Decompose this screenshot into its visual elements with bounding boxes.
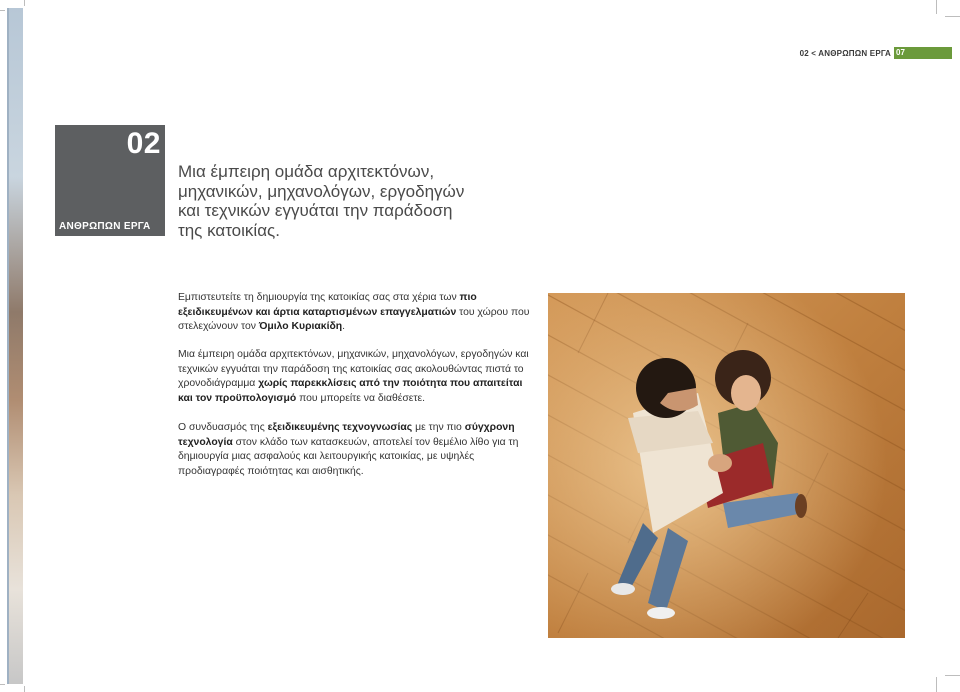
crop-mark	[945, 16, 960, 17]
paragraph-text: στον κλάδο των κατασκευών, αποτελεί τον θεμέλιο λίθο για τη δημιουργία μιας ασφαλούς και λειτουργικής κατοικίας, με υψηλές προδιαγραφές ποιότητας και αισθητικής.	[178, 436, 519, 477]
lead-text	[178, 162, 478, 240]
lead-line: και τεχνικών εγγυάται την παράδοση	[178, 201, 453, 220]
page-number: 07	[894, 47, 952, 59]
lead-line: μηχανικών, μηχανολόγων, εργοδηγών	[178, 181, 465, 201]
crop-mark	[24, 686, 25, 692]
couple-photo-illustration	[548, 293, 905, 638]
paragraph-text: του χώρου που στελεχώνουν τον	[178, 306, 530, 332]
lead-line: της κατοικίας.	[178, 220, 280, 240]
crop-mark	[0, 10, 5, 11]
left-photo-strip	[7, 8, 23, 684]
crop-mark	[936, 677, 937, 692]
paragraph-text: Μια έμπειρη ομάδα αρχιτεκτόνων, μηχανικών, μηχανολόγων, εργοδηγών και τεχνικών εγγυάται την παράδοση της κατοικίας σας ακολουθώντας πιστά το χρονοδιάγραμμα	[178, 349, 529, 389]
paragraph-emphasis: χωρίς παρεκκλίσεις από την ποιότητα που απαιτείται και τον προϋπολογισμό	[178, 378, 523, 404]
page-header	[800, 47, 952, 59]
paragraph-text: Εμπιστευτείτε τη δημιουργία της κατοικίας σας στα χέρια των	[178, 292, 460, 303]
crop-mark	[0, 684, 5, 685]
lead-line: Μια έμπειρη ομάδα αρχιτεκτόνων,	[178, 162, 435, 181]
header-section-label: 02 < ΑΝΘΡΩΠΩΝ ΕΡΓΑ	[799, 48, 891, 58]
crop-mark	[936, 0, 937, 14]
crop-mark	[24, 0, 25, 6]
paragraph-text: με την πιο	[412, 422, 465, 433]
paragraph-text: .	[342, 321, 346, 332]
paragraph-emphasis: σύγχρονη τεχνολογία	[178, 422, 515, 448]
paragraph-text: που μπορείτε να διαθέσετε.	[296, 392, 426, 404]
paragraph-text: Ο συνδυασμός της	[178, 422, 268, 433]
crop-mark	[945, 675, 960, 676]
company-name: Όμιλο Κυριακίδη	[258, 321, 343, 332]
couple-photo	[548, 293, 905, 638]
section-box	[55, 125, 165, 236]
section-number: 02	[126, 127, 161, 160]
paragraph-emphasis: πιο εξειδικευμένων και άρτια καταρτισμένων επαγγελματιών	[178, 292, 477, 318]
paragraph-3	[178, 421, 538, 479]
paragraph-2	[178, 348, 538, 406]
paragraph-emphasis: εξειδικευμένης τεχνογνωσίας	[267, 422, 413, 433]
paragraph-1	[178, 291, 538, 335]
section-title: ΑΝΘΡΩΠΩΝ ΕΡΓΑ	[59, 221, 151, 232]
